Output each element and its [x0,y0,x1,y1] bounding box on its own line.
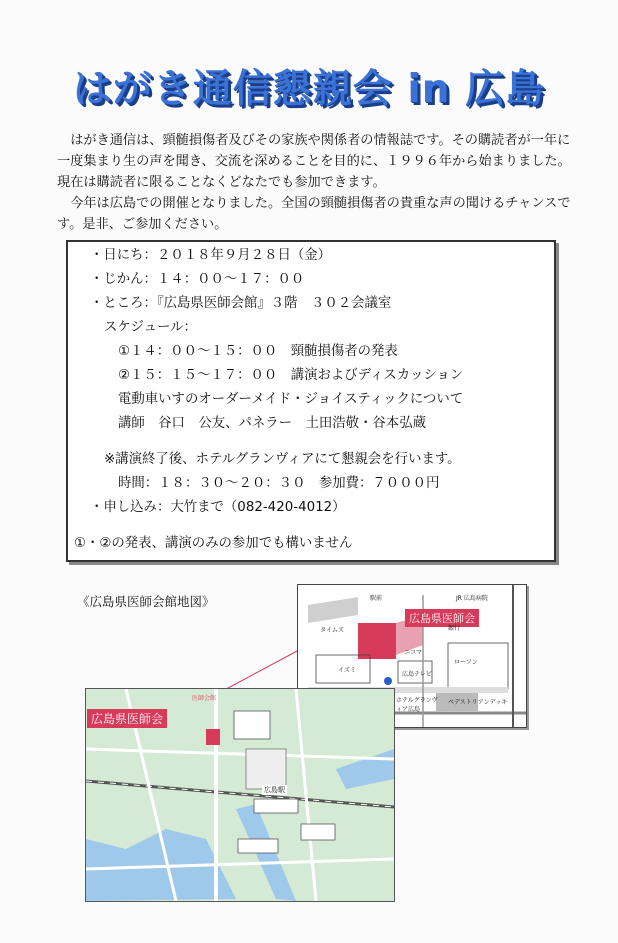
inset-label-hotel: ホテルグランヴィア広島 [396,697,438,713]
schedule-item-2: ②１５：１５～１７：００ 講演およびディスカッション [118,368,464,383]
intro-paragraph-2: 今年は広島での開催となりました。全国の頸髄損傷者の貴重な声の聞けるチャンスです。是非、ご参加ください。 [57,196,571,232]
inset-label-bank: 銀行 [448,625,461,632]
inset-label-hiroshima-tv: 広島テレビ [402,671,432,678]
lecturers: 講師 谷口 公友、パネラー 土田浩敬・谷本弘蔵 [118,416,426,431]
event-time: ・じかん：１４：００～１７：００ [90,272,305,287]
inset-label-lawson: ローソン [454,659,478,666]
inset-label-jr-hiroshima: JR 広島病院 [456,595,488,602]
page-title: はがき通信懇親会 in 広島 [72,67,546,112]
area-map [85,688,395,902]
schedule-item-1: ①１４：００～１５：００ 頸髄損傷者の発表 [118,344,398,359]
area-label-doctor-hall: 医師会館 [192,695,217,702]
area-map-badge: 広島県医師会 [87,709,167,728]
area-label-station: 広島駅 [264,786,285,794]
lecture-topic: 電動車いすのオーダーメイド・ジョイスティックについて [118,392,464,407]
inset-label-ekimae: 駅前 [370,595,383,602]
event-date: ・日にち：２０１８年９月２８日（金） [90,248,332,263]
inset-map-badge: 広島県医師会 [405,609,479,627]
event-place: ・ところ：『広島県医師会館』３階 ３０２会議室 [90,296,392,311]
party-note: ※講演終了後、ホテルグランヴィアにて懇親会を行います。 [104,452,461,467]
map-heading: 《広島県医師会館地図》 [77,594,215,609]
inset-label-nikoma: ニコマ [404,649,423,656]
intro-paragraph-1: はがき通信は、頸髄損傷者及びその家族や関係者の情報誌です。その購読者が一年に一度集まり生の声を聞き、交流を深めることを目的に、１９９６年から始まりました。現在は購読者に限ることなくどなたでも参加できます。 [57,133,571,190]
application-contact: ・申し込み：大竹まで（082-420-4012） [90,500,346,515]
footnote: ①・②の発表、講演のみの参加でも構いません [74,536,353,551]
party-time: 時間：１８：３０～２０：３０ 参加費：７０００円 [118,476,440,491]
inset-label-izu: イズミ [338,667,356,674]
inset-label-times: タイムズ [320,627,344,634]
inset-label-pedestrian: ペデストリアンデッキ [448,699,508,706]
schedule-label: スケジュール： [104,320,197,335]
